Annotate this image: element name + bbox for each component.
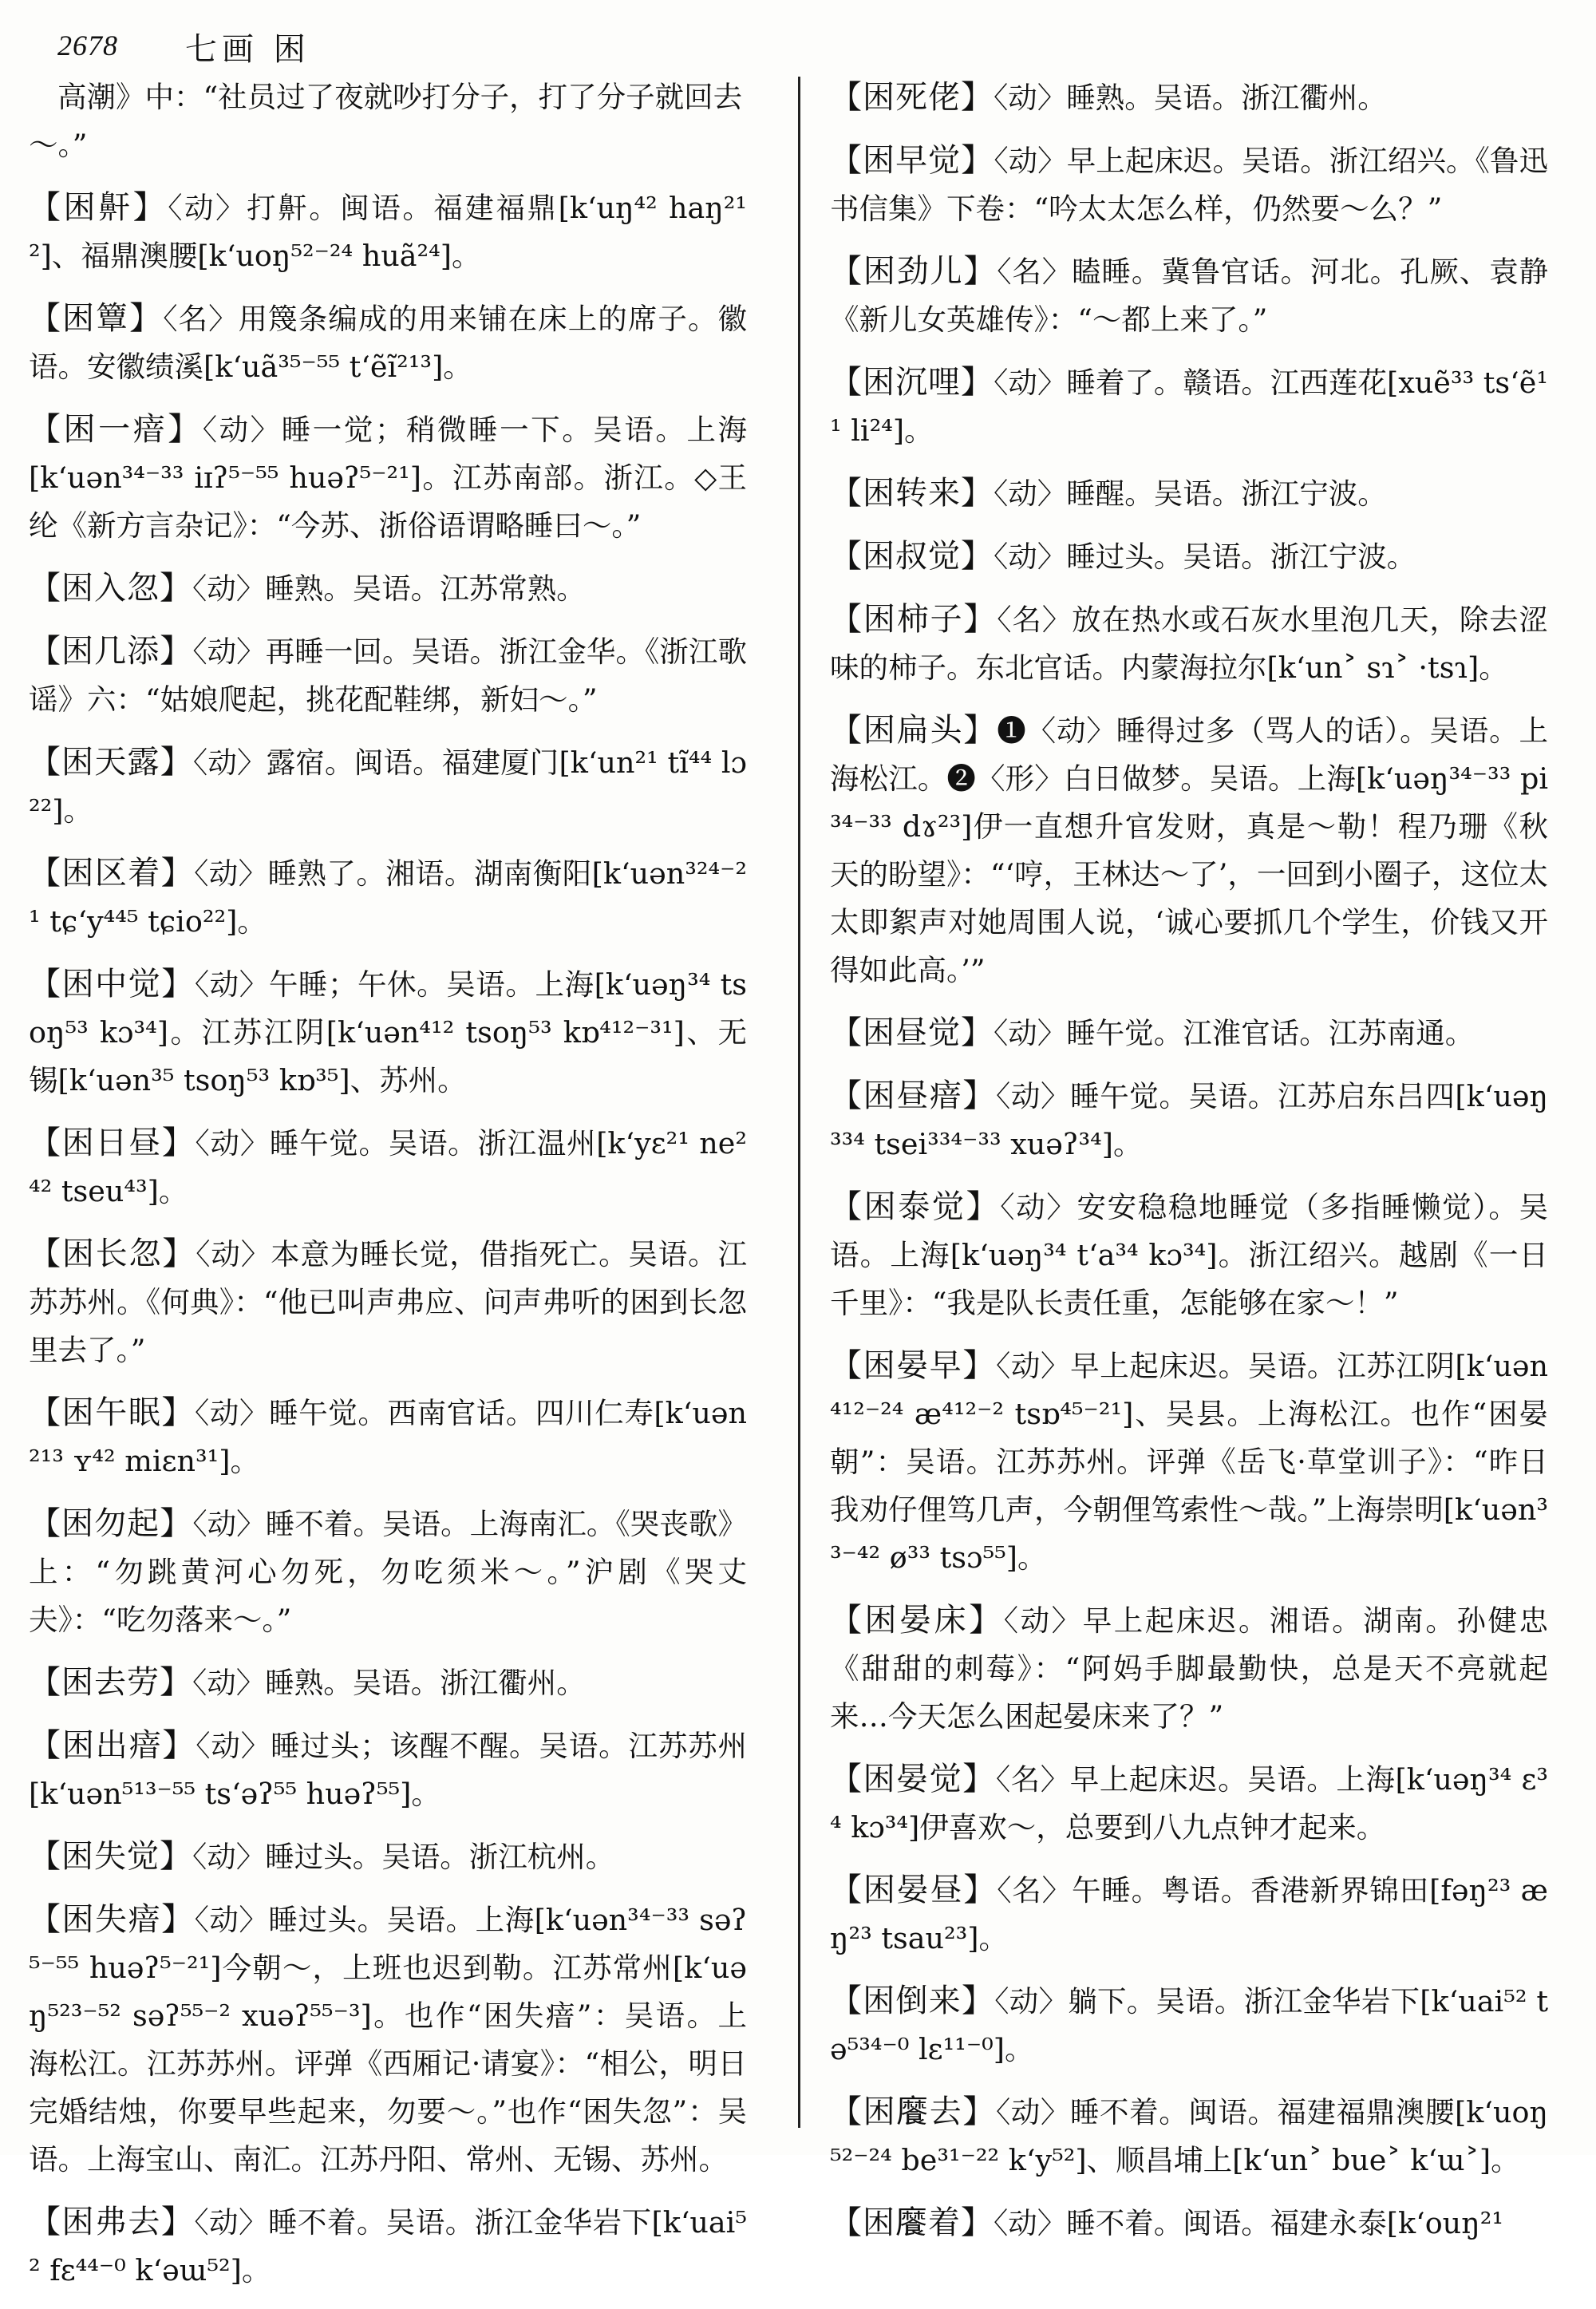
- column-divider: [798, 77, 800, 2128]
- entry-headword: 【困午眠】: [29, 1394, 196, 1431]
- entry-headword: 【困去劳】: [29, 1664, 192, 1701]
- entry-definition: 〈动〉睡不着。闽语。福建永泰[k‘ouŋ²¹: [994, 2206, 1503, 2240]
- entry-definition: 〈动〉午睡；午休。吴语。上海[k‘uəŋ³⁴ tsoŋ⁵³ kɔ³⁴]。江苏江阴[k‘uən⁴¹² tsoŋ⁵³ kɒ⁴¹²⁻³¹]、无锡[k‘uən³⁵ tsoŋ⁵³ kɒ³⁵]、苏州。: [29, 967, 748, 1097]
- dictionary-entry: [29, 849, 747, 946]
- dictionary-entry: [29, 1896, 747, 2184]
- entry-definition: 〈动〉躺下。吴语。浙江金华岩下[k‘uai⁵² tə⁵³⁴⁻⁰ lɛ¹¹⁻⁰]。: [830, 1984, 1548, 2066]
- entry-headword: 【困几添】: [29, 633, 193, 670]
- dictionary-entry: [830, 136, 1548, 233]
- dictionary-entry: [830, 2088, 1548, 2184]
- entry-definition: 〈动〉早上起床迟。湘语。湖南。孙健忠《甜甜的刺莓》：“阿妈手脚最勤快，总是天不亮就起来…今天怎么困起晏床来了？”: [830, 1603, 1549, 1734]
- entry-definition: 〈名〉瞌睡。冀鲁官话。河北。孔厥、袁静《新儿女英雄传》：“～都上来了。”: [830, 255, 1549, 337]
- entry-headword: 【困天露】: [29, 744, 193, 781]
- entry-headword: 【困日昼】: [29, 1125, 196, 1161]
- dictionary-entry: [29, 1389, 747, 1485]
- entry-definition: 〈动〉本意为睡长觉，借指死亡。吴语。江苏苏州。《何典》：“他已叫声弗应、问声弗听的困到长忽里去了。”: [29, 1237, 748, 1367]
- entry-headword: 【困长忽】: [29, 1236, 196, 1272]
- entry-definition: 〈动〉睡过头；该醒不醒。吴语。江苏苏州[k‘uən⁵¹³⁻⁵⁵ ts‘əʔ⁵⁵ huəʔ⁵⁵]。: [29, 1729, 748, 1811]
- entry-definition: 〈动〉睡不着。闽语。福建福鼎澳腰[k‘uoŋ⁵²⁻²⁴ be³¹⁻²² k‘y⁵²]、顺昌埔上[k‘un˃ bue˃ k‘ɯ˃]。: [830, 2095, 1549, 2177]
- entry-definition: 〈动〉睡过头。吴语。上海[k‘uən³⁴⁻³³ səʔ⁵⁻⁵⁵ huəʔ⁵⁻²¹]今朝～，上班也迟到勒。江苏常州[k‘uəŋ⁵²³⁻⁵² səʔ⁵⁵⁻² xuəʔ⁵⁵⁻³]。也作“困失瘖”：吴语。上海松江。江苏苏州。评弹《西厢记·请宴》：“相公，明日完婚结烛，你要早些起来，勿要～。”也作“困失忽”：吴语。上海宝山、南汇。江苏丹阳、常州、无锡、苏州。: [29, 1903, 748, 2177]
- entry-definition: 〈动〉睡着了。赣语。江西莲花[xuẽ³³ ts‘ẽ¹¹ li²⁴]。: [830, 366, 1548, 448]
- entry-headword: 【困出瘖】: [29, 1727, 196, 1764]
- dictionary-entry: [29, 1500, 747, 1644]
- entry-headword: 【困区着】: [29, 855, 195, 892]
- entry-headword: 【困入忽】: [29, 570, 192, 607]
- dictionary-entry: [830, 1072, 1548, 1168]
- entry-headword: 【困早觉】: [830, 142, 994, 179]
- entry-definition: 〈动〉打鼾。闽语。福建福鼎[k‘uŋ⁴² haŋ²¹²]、福鼎澳腰[k‘uoŋ⁵²⁻²⁴ huã²⁴]。: [29, 191, 748, 273]
- entry-headword: 【困晏早】: [830, 1347, 997, 1384]
- dictionary-entry: [29, 1230, 747, 1374]
- dictionary-entry: [830, 706, 1548, 994]
- entry-definition: 〈动〉睡熟。吴语。浙江衢州。: [192, 1666, 586, 1700]
- entry-headword: 【困𩞁去】: [830, 2094, 996, 2130]
- dictionary-entry: [830, 2199, 1548, 2248]
- entry-definition: 〈动〉睡熟。吴语。江苏常熟。: [192, 571, 586, 606]
- entry-headword: 【困失瘖】: [29, 1901, 195, 1938]
- entry-definition: 〈动〉睡午觉。西南官话。四川仁寿[k‘uən²¹³ ʏ⁴² miɛn³¹]。: [29, 1396, 748, 1478]
- entry-definition: 〈动〉睡午觉。江淮官话。江苏南通。: [994, 1016, 1475, 1050]
- entry-headword: 【困昼瘖】: [830, 1077, 997, 1114]
- entry-definition: 〈名〉早上起床迟。吴语。上海[k‘uəŋ³⁴ ɛ³⁴ kɔ³⁴]伊喜欢～，总要到八九点钟才起来。: [830, 1762, 1549, 1844]
- entry-definition: 〈动〉睡醒。吴语。浙江宁波。: [994, 476, 1387, 511]
- entry-headword: 【困昼觉】: [830, 1014, 994, 1051]
- entry-headword: 【困死佬】: [830, 79, 994, 116]
- entry-headword: 【困𩞁着】: [830, 2204, 994, 2241]
- entry-definition: 〈名〉放在热水或石灰水里泡几天，除去涩味的柿子。东北官话。内蒙海拉尔[k‘un˃ sɿ˃ ·tsɿ]。: [830, 603, 1549, 685]
- entry-headword: 【困扁头】: [830, 712, 998, 749]
- dictionary-entry: [830, 247, 1548, 344]
- entry-headword: 【困簟】: [29, 300, 164, 337]
- entry-headword: 【困晏昼】: [830, 1872, 998, 1908]
- entry-definition: 〈动〉睡过头。吴语。浙江杭州。: [192, 1840, 615, 1874]
- dictionary-entry: [29, 2198, 747, 2295]
- entry-headword: 【困勿起】: [29, 1505, 193, 1542]
- dictionary-entry: [29, 960, 747, 1105]
- dictionary-entry: [830, 1183, 1548, 1327]
- dictionary-entry: [830, 1009, 1548, 1058]
- running-head: 七画 困: [185, 31, 310, 68]
- dictionary-entry: [830, 1755, 1548, 1852]
- entry-headword: 【困鼾】: [29, 189, 168, 226]
- dictionary-entry: [830, 469, 1548, 518]
- dictionary-entry: [830, 1342, 1548, 1582]
- entry-headword: 【困晏床】: [830, 1602, 1004, 1639]
- entry-headword: 【困泰觉】: [830, 1188, 1001, 1225]
- entry-headword: 【困晏觉】: [830, 1761, 996, 1797]
- dictionary-entry: [830, 358, 1548, 455]
- entry-headword: 【困中觉】: [29, 966, 195, 1002]
- dictionary-entry: [29, 1659, 747, 1707]
- entry-definition: 〈名〉午睡。粤语。香港新界锦田[fəŋ²³ æŋ²³ tsau²³]。: [830, 1873, 1548, 1955]
- entry-definition: 〈动〉再睡一回。吴语。浙江金华。《浙江歌谣》六：“姑娘爬起，挑花配鞋绑，新妇～。”: [29, 635, 747, 717]
- entry-headword: 【困沉哩】: [830, 364, 994, 401]
- dictionary-entry: [29, 1833, 747, 1881]
- entry-headword: 【困弗去】: [29, 2204, 195, 2240]
- entry-headword: 【困倒来】: [830, 1983, 995, 2019]
- entry-definition: 〈动〉安安稳稳地睡觉（多指睡懒觉）。吴语。上海[k‘uəŋ³⁴ t‘a³⁴ kɔ³⁴]。浙江绍兴。越剧《一日千里》：“我是队长责任重，怎能够在家～！”: [830, 1190, 1549, 1320]
- dictionary-entry: [830, 73, 1548, 122]
- dictionary-entry: [29, 295, 747, 391]
- right-column: [830, 73, 1548, 2262]
- left-column: [29, 73, 747, 2309]
- entry-definition: 〈动〉睡午觉。吴语。浙江温州[k‘yɛ²¹ ne²⁴² tseu⁴³]。: [29, 1126, 747, 1208]
- entry-definition: 〈动〉睡午觉。吴语。江苏启东吕四[k‘uəŋ³³⁴ tsei³³⁴⁻³³ xuəʔ³⁴]。: [830, 1079, 1549, 1161]
- entry-headword: 【困失觉】: [29, 1838, 192, 1875]
- entry-definition: 〈动〉睡不着。吴语。浙江金华岩下[k‘uai⁵² fɛ⁴⁴⁻⁰ k‘əɯ⁵²]。: [29, 2205, 747, 2287]
- entry-headword: 【困一瘖】: [29, 411, 203, 448]
- dictionary-entry: [29, 184, 747, 280]
- dictionary-entry: [29, 564, 747, 613]
- dictionary-entry: [29, 1722, 747, 1818]
- entry-definition: 〈动〉睡一觉；稍微睡一下。吴语。上海[k‘uən³⁴⁻³³ iɪʔ⁵⁻⁵⁵ huəʔ⁵⁻²¹]。江苏南部。浙江。◇王纶《新方言杂记》：“今苏、浙俗语谓略睡曰～。”: [29, 413, 748, 543]
- entry-definition: 〈动〉睡熟了。湘语。湖南衡阳[k‘uən³²⁴⁻²¹ tɕ‘y⁴⁴⁵ tɕio²²]。: [29, 856, 748, 939]
- left-continuation-text: 高潮》中：“社员过了夜就吵打分子，打了分子就回去～。”: [29, 80, 743, 162]
- dictionary-entry: [29, 627, 747, 724]
- entry-headword: 【困叔觉】: [830, 538, 994, 575]
- entry-definition: 〈动〉睡不着。吴语。上海南汇。《哭丧歌》上：“勿跳黄河心勿死，勿吃须米～。”沪剧《哭丈夫》：“吃勿落来～。”: [29, 1507, 747, 1637]
- dictionary-entry: [29, 738, 747, 835]
- page-header: [57, 24, 1542, 72]
- dictionary-entry: [830, 595, 1548, 692]
- entry-headword: 【困柿子】: [830, 601, 998, 638]
- entry-definition: 〈动〉露宿。闽语。福建厦门[k‘un²¹ tĩ⁴⁴ lɔ²²]。: [29, 745, 748, 828]
- entry-definition: 〈动〉早上起床迟。吴语。江苏江阴[k‘uən⁴¹²⁻²⁴ æ⁴¹²⁻² tsɒ⁴⁵⁻²¹]、吴县。上海松江。也作“困晏朝”：吴语。江苏苏州。评弹《岳飞·草堂训子》：“昨日我劝仔俚笃几声，今朝俚笃索性～哉。”上海崇明[k‘uən³³⁻⁴² ø³³ tsɔ⁵⁵]。: [830, 1349, 1549, 1575]
- entry-definition: ❶〈动〉睡得过多（骂人的话）。吴语。上海松江。❷〈形〉白日做梦。吴语。上海[k‘uəŋ³⁴⁻³³ pi³⁴⁻³³ dɤ²³]伊一直想升官发财，真是～勒！程乃珊《秋天的盼望》：“‘哼，王林达～了’，一回到小圈子，这位太太即絮声对她周围人说，‘诚心要抓几个学生，价钱又开得如此高。’”: [830, 714, 1549, 987]
- page-number: 2678: [57, 30, 118, 61]
- entry-definition: 〈动〉睡熟。吴语。浙江衢州。: [994, 81, 1387, 115]
- entry-definition: 〈动〉早上起床迟。吴语。浙江绍兴。《鲁迅书信集》下卷：“吟太太怎么样，仍然要～么？”: [830, 144, 1548, 226]
- entry-headword: 【困转来】: [830, 475, 994, 512]
- dictionary-entry: [830, 1866, 1548, 1963]
- dictionary-entry: [830, 1977, 1548, 2074]
- dictionary-entry: [29, 405, 747, 550]
- dictionary-entry: [830, 1596, 1548, 1741]
- entry-definition: 〈名〉用篾条编成的用来铺在床上的席子。徽语。安徽绩溪[k‘uã³⁵⁻⁵⁵ t‘ẽĩ²¹³]。: [29, 302, 748, 384]
- dictionary-entry: [29, 1119, 747, 1216]
- entry-definition: 〈动〉睡过头。吴语。浙江宁波。: [994, 540, 1416, 574]
- dictionary-entry: [830, 532, 1548, 581]
- entry-headword: 【困劲儿】: [830, 253, 998, 290]
